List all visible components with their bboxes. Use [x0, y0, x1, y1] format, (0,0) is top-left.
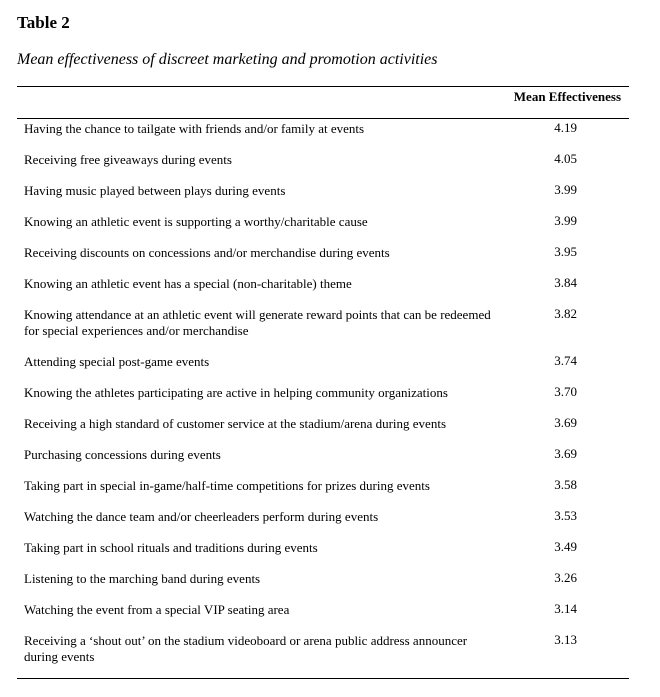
mean-value-cell: 4.05: [554, 151, 577, 166]
table-row: [17, 243, 629, 274]
activity-cell: Purchasing concessions during events: [24, 447, 221, 462]
table-header-row: [17, 87, 629, 119]
mean-value-cell: 3.74: [554, 353, 577, 368]
effectiveness-table: [17, 86, 629, 679]
table-row: [17, 119, 629, 151]
table-row: [17, 631, 629, 679]
mean-value-cell: 4.19: [554, 120, 577, 135]
mean-effectiveness-column-header: Mean Effectiveness: [513, 89, 621, 104]
table-row: [17, 305, 629, 352]
mean-value-cell: 3.53: [554, 508, 577, 523]
activity-column-header: [17, 87, 494, 119]
activity-cell: Taking part in special in-game/half-time competitions for prizes during events: [24, 478, 430, 493]
mean-value-cell: 3.84: [554, 275, 577, 290]
activity-cell: Taking part in school rituals and traditions during events: [24, 540, 318, 555]
table-row: [17, 181, 629, 212]
mean-value-cell: 3.82: [554, 306, 577, 321]
mean-value-cell: 3.69: [554, 415, 577, 430]
activity-cell: Knowing an athletic event is supporting a worthy/charitable cause: [24, 214, 368, 229]
mean-value-cell: 3.69: [554, 446, 577, 461]
table-row: [17, 383, 629, 414]
activity-cell: Receiving a ‘shout out’ on the stadium videoboard or arena public address announcer during events: [24, 633, 468, 664]
activity-cell: Watching the event from a special VIP seating area: [24, 602, 290, 617]
table-row: [17, 274, 629, 305]
activity-cell: Having music played between plays during events: [24, 183, 286, 198]
mean-value-cell: 3.14: [554, 601, 577, 616]
activity-cell: Watching the dance team and/or cheerleaders perform during events: [24, 509, 379, 524]
table-row: [17, 150, 629, 181]
table-row: [17, 414, 629, 445]
table-row: [17, 600, 629, 631]
table-row: [17, 538, 629, 569]
activity-cell: Knowing attendance at an athletic event will generate reward points that can be redeemed for special experiences and/or merchandise: [24, 307, 491, 338]
table-row: [17, 476, 629, 507]
mean-value-cell: 3.13: [554, 632, 577, 647]
table-label: Table 2: [17, 13, 70, 32]
table-row: [17, 507, 629, 538]
mean-value-cell: 3.99: [554, 182, 577, 197]
mean-value-cell: 3.58: [554, 477, 577, 492]
table-body: [17, 119, 629, 679]
activity-cell: Attending special post-game events: [24, 354, 210, 369]
table-caption: Mean effectiveness of discreet marketing and promotion activities: [17, 51, 438, 68]
activity-cell: Knowing the athletes participating are active in helping community organizations: [24, 385, 448, 400]
activity-cell: Knowing an athletic event has a special (non-charitable) theme: [24, 276, 352, 291]
mean-value-cell: 3.26: [554, 570, 577, 585]
mean-value-cell: 3.95: [554, 244, 577, 259]
activity-cell: Having the chance to tailgate with friends and/or family at events: [24, 121, 365, 136]
mean-value-cell: 3.70: [554, 384, 577, 399]
activity-cell: Receiving discounts on concessions and/or merchandise during events: [24, 245, 390, 260]
table-row: [17, 445, 629, 476]
mean-value-cell: 3.49: [554, 539, 577, 554]
table-row: [17, 352, 629, 383]
activity-cell: Receiving a high standard of customer service at the stadium/arena during events: [24, 416, 446, 431]
activity-cell: Receiving free giveaways during events: [24, 152, 232, 167]
mean-value-cell: 3.99: [554, 213, 577, 228]
table-row: [17, 569, 629, 600]
table-row: [17, 212, 629, 243]
activity-cell: Listening to the marching band during events: [24, 571, 261, 586]
